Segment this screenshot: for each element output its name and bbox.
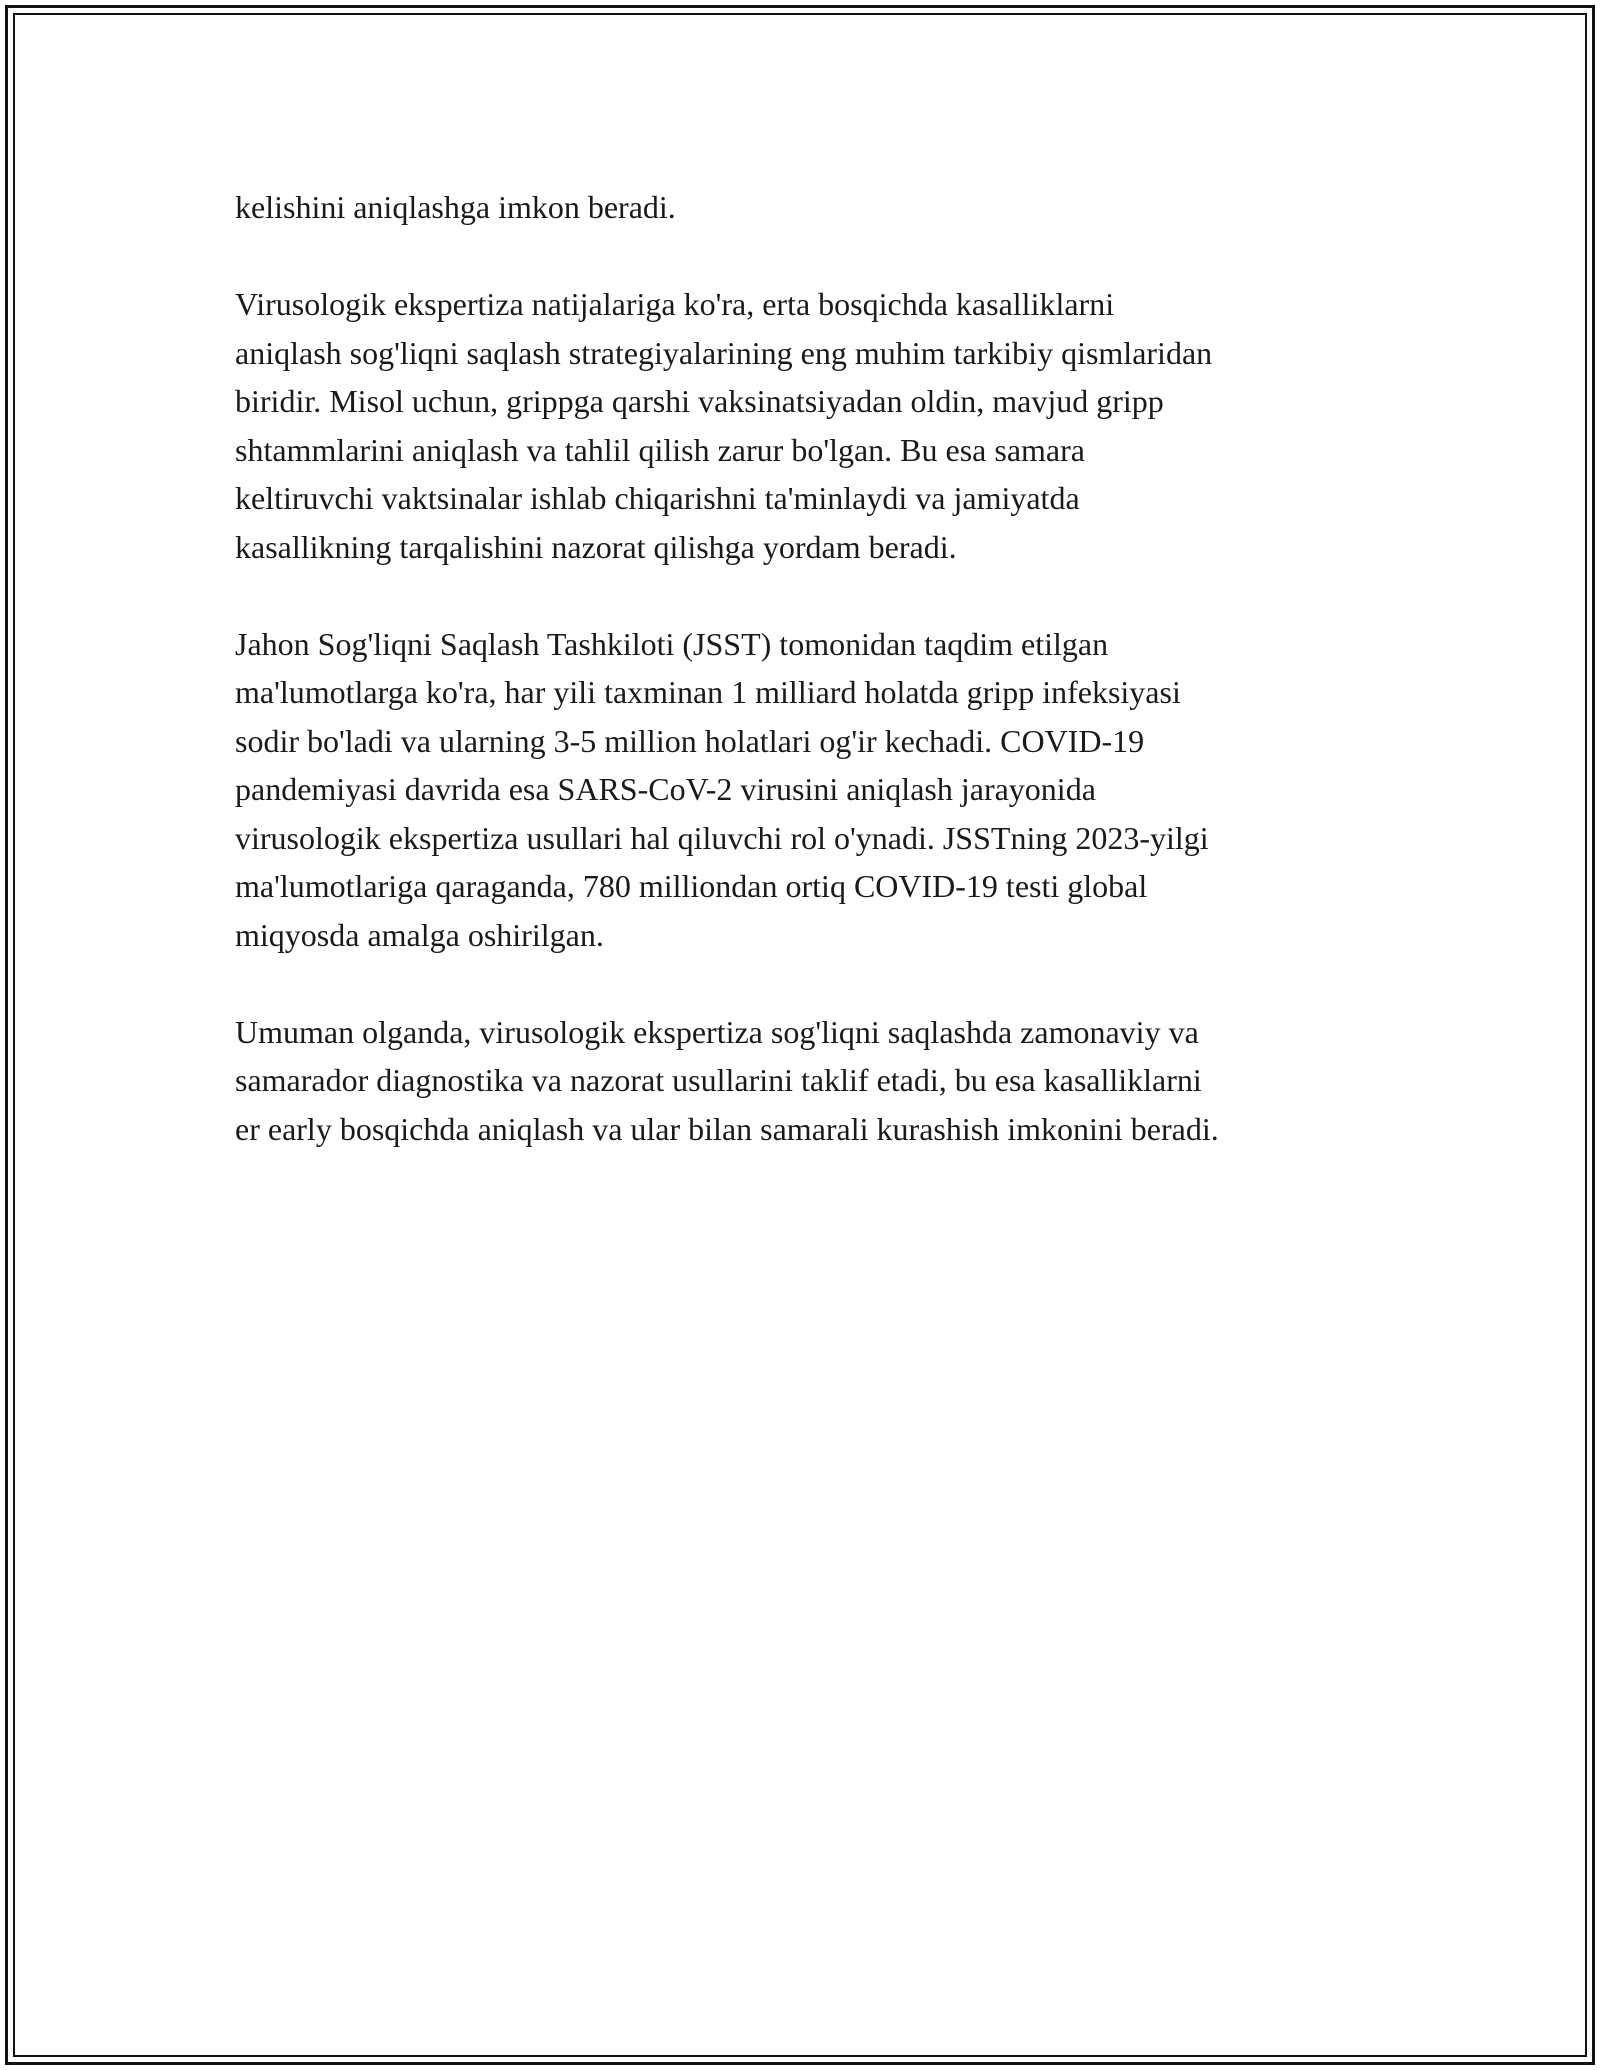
text-line: samarador diagnostika va nazorat usullarini taklif etadi, bu esa kasalliklarni xyxy=(235,1062,1202,1098)
text-line: virusologik ekspertiza usullari hal qiluvchi rol o'ynadi. JSSTning 2023-yilgi xyxy=(235,819,1209,856)
text-line: Jahon Sog'liqni Saqlash Tashkiloti (JSST) tomonidan taqdim etilgan xyxy=(235,625,1109,662)
text-line: Umuman olganda, virusologik ekspertiza sog'liqni saqlashda zamonaviy va xyxy=(235,1013,1199,1050)
document-body xyxy=(235,183,1385,1202)
text-line: biridir. Misol uchun, grippga qarshi vaksinatsiyadan oldin, mavjud gripp xyxy=(235,383,1164,419)
text-line: kasallikning tarqalishini nazorat qilishga yordam beradi. xyxy=(235,528,957,565)
text-line: sodir bo'ladi va ularning 3-5 million holatlari og'ir kechadi. COVID-19 xyxy=(235,722,1145,759)
text-line: Virusologik ekspertiza natijalariga ko'ra, erta bosqichda kasalliklarni xyxy=(235,286,1115,322)
text-line: pandemiyasi davrida esa SARS-CoV-2 virusini aniqlash jarayonida xyxy=(235,771,1096,807)
text-line: ma'lumotlariga qaraganda, 780 milliondan ortiq COVID-19 testi global xyxy=(235,868,1148,904)
text-line: aniqlash sog'liqni saqlash strategiyalarining eng muhim tarkibiy qismlaridan xyxy=(235,334,1213,371)
text-line: er early bosqichda aniqlash va ular bilan samarali kurashish imkonini beradi. xyxy=(235,1110,1219,1147)
text-line: keltiruvchi vaktsinalar ishlab chiqarishni ta'minlaydi va jamiyatda xyxy=(235,480,1080,516)
paragraph-4 xyxy=(235,1008,1385,1154)
paragraph-3 xyxy=(235,620,1385,960)
text-line: ma'lumotlarga ko'ra, har yili taxminan 1 milliard holatda gripp infeksiyasi xyxy=(235,674,1181,710)
text-line: shtammlarini aniqlash va tahlil qilish zarur bo'lgan. Bu esa samara xyxy=(235,431,1085,468)
text-line: miqyosda amalga oshirilgan. xyxy=(235,916,604,953)
paragraph-2 xyxy=(235,280,1385,571)
text-line: kelishini aniqlashga imkon beradi. xyxy=(235,189,676,225)
paragraph-1 xyxy=(235,183,1385,232)
